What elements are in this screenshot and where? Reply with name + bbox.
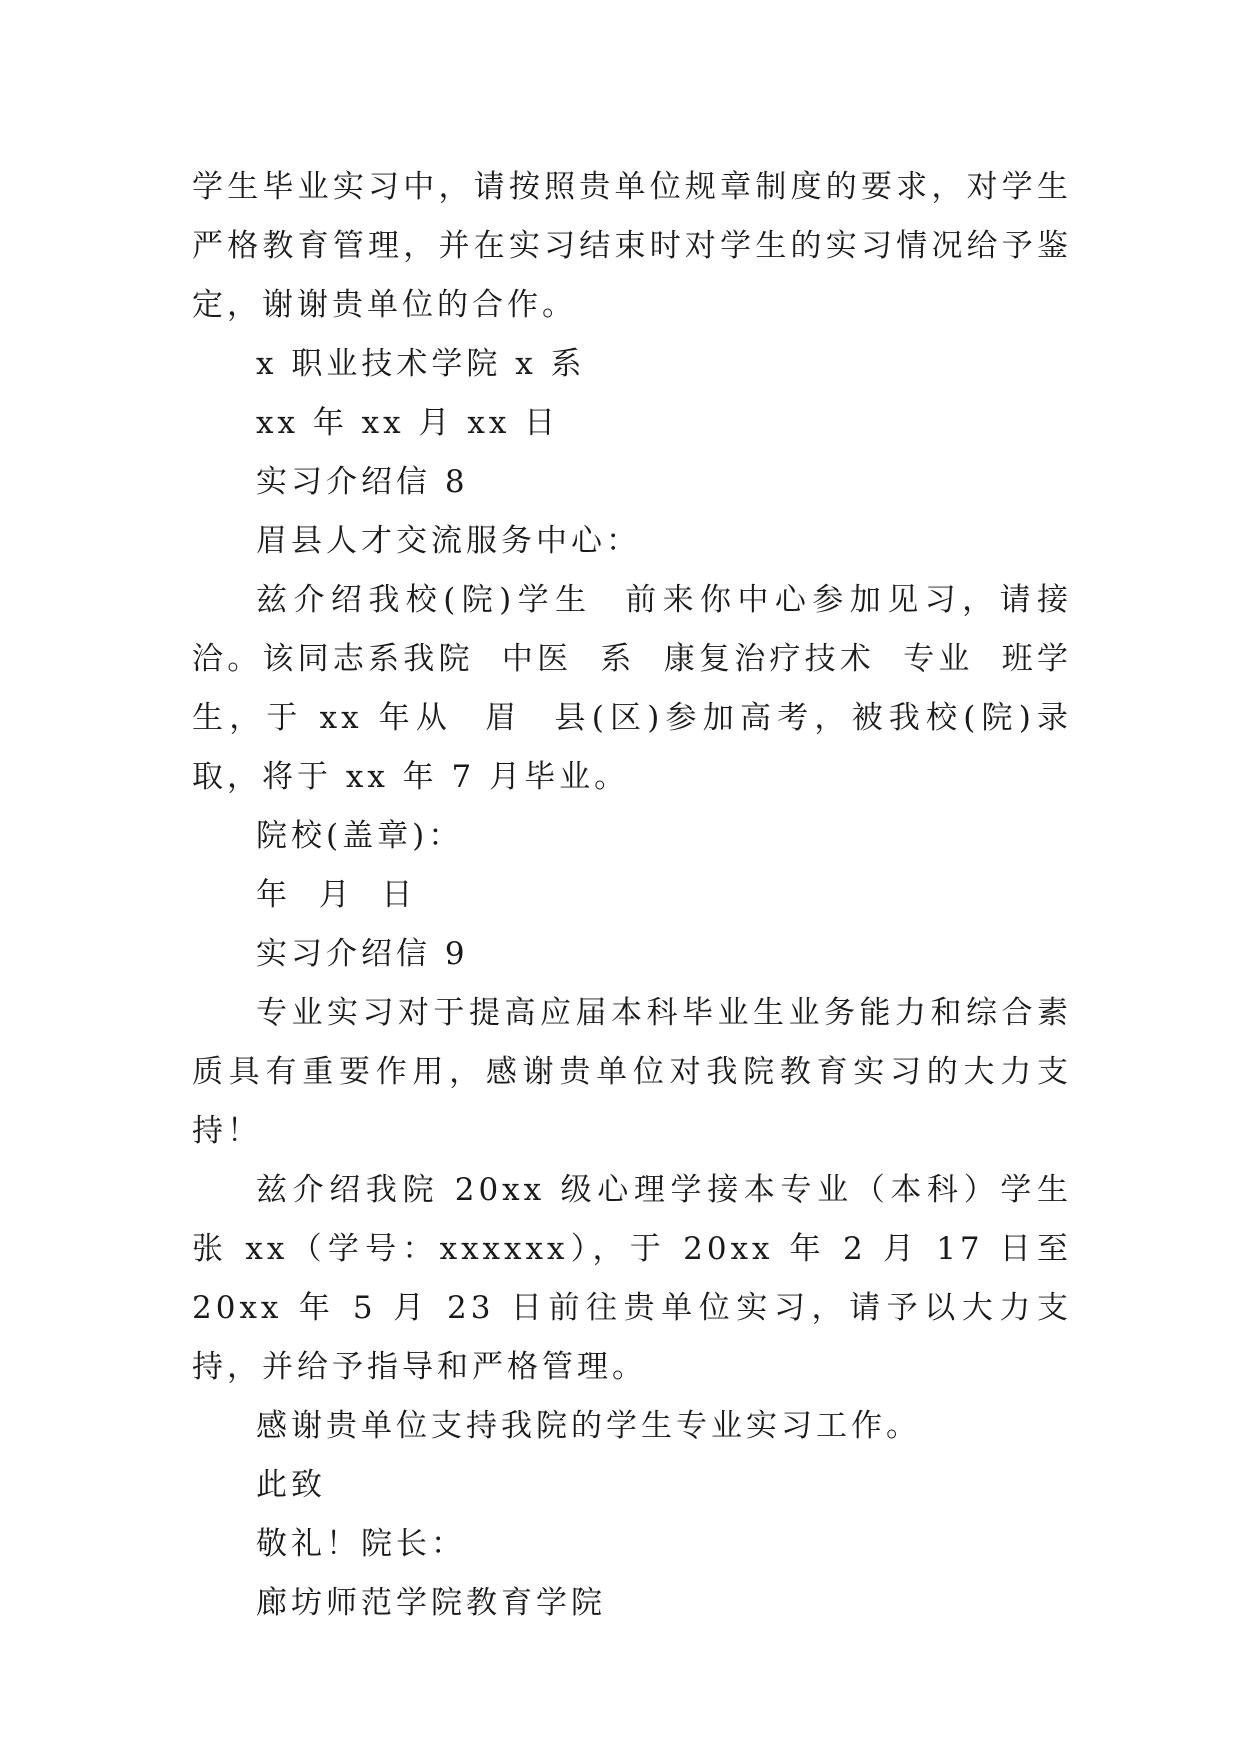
closing-signature: 敬礼！院长：	[256, 1526, 466, 1562]
closing-line: 此致	[256, 1467, 326, 1503]
date-line: 年 月 日	[256, 877, 417, 913]
document-body	[192, 158, 1086, 1633]
paragraph: 兹介绍我校(院)学生 前来你中心参加见习，请接洽。该同志系我院 中医 系 康复治疗技术 专业 班学生，于 xx 年从 眉 县(区)参加高考，被我校(院)录取，将于 xx 年 7 月毕业。	[192, 582, 1072, 795]
paragraph: 兹介绍我院 20xx 级心理学接本专业（本科）学生张 xx（学号：xxxxxx），于 20xx 年 2 月 17 日至 20xx 年 5 月 23 日前往贵单位实习，请予以大力支持，并给予指导和严格管理。	[192, 1172, 1086, 1385]
sender-department: x 职业技术学院 x 系	[256, 346, 586, 382]
letter-date: xx 年 xx 月 xx 日	[256, 405, 560, 441]
letter-heading: 实习介绍信 8	[256, 464, 469, 500]
paragraph: 专业实习对于提高应届本科毕业生业务能力和综合素质具有重要作用，感谢贵单位对我院教育实习的大力支持！	[192, 995, 1072, 1149]
recipient-salutation: 眉县人才交流服务中心：	[256, 523, 641, 559]
paragraph: 感谢贵单位支持我院的学生专业实习工作。	[256, 1408, 921, 1444]
seal-line: 院校(盖章)：	[256, 818, 464, 854]
letter-heading: 实习介绍信 9	[256, 936, 469, 972]
sender-institution: 廊坊师范学院教育学院	[256, 1585, 606, 1621]
paragraph: 学生毕业实习中，请按照贵单位规章制度的要求，对学生严格教育管理，并在实习结束时对学生的实习情况给予鉴定，谢谢贵单位的合作。	[192, 169, 1072, 323]
